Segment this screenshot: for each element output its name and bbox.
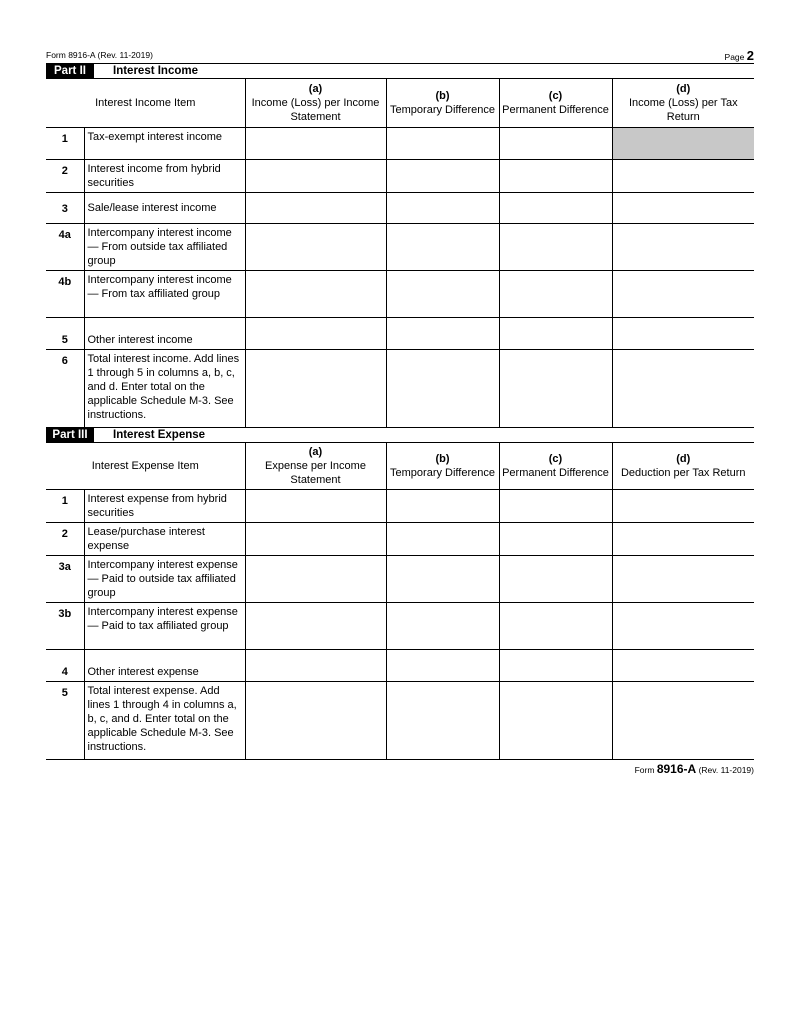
- table-row: [46, 192, 754, 223]
- entry-cell-b[interactable]: [386, 223, 499, 270]
- entry-cell-a[interactable]: [245, 349, 386, 427]
- line-number: 4: [46, 650, 84, 682]
- col-letter: (b): [435, 452, 450, 465]
- line-number: 3b: [46, 603, 84, 650]
- line-description: Tax-exempt interest income: [84, 127, 245, 159]
- footer-form-number: 8916-A: [656, 762, 697, 776]
- shaded-cell-d: [612, 127, 754, 159]
- entry-cell-b[interactable]: [386, 192, 499, 223]
- entry-cell-c[interactable]: [499, 317, 612, 349]
- entry-cell-d[interactable]: [612, 682, 754, 760]
- col-letter: (d): [676, 82, 691, 95]
- entry-cell-d[interactable]: [612, 270, 754, 317]
- col-label: Temporary Difference: [390, 466, 495, 479]
- col-letter: (a): [308, 82, 323, 95]
- form-id: Form 8916-A (Rev. 11-2019): [46, 50, 153, 60]
- part3-table: [46, 443, 754, 761]
- col-letter: (c): [548, 89, 563, 102]
- table-row: [46, 523, 754, 556]
- entry-cell-b[interactable]: [386, 159, 499, 192]
- entry-cell-a[interactable]: [245, 556, 386, 603]
- part3-col-a: [245, 443, 386, 490]
- entry-cell-b[interactable]: [386, 650, 499, 682]
- part2-header: [46, 63, 754, 79]
- col-letter: (b): [435, 89, 450, 102]
- line-description: Total interest income. Add lines 1 through 5 in columns a, b, c, and d. Enter total on the applicable Schedule M-3. See instructions.: [84, 349, 245, 427]
- line-description: Other interest expense: [84, 650, 245, 682]
- part3-col-item: Interest Expense Item: [46, 443, 245, 490]
- line-number: 1: [46, 490, 84, 523]
- entry-cell-c[interactable]: [499, 650, 612, 682]
- col-label: Temporary Difference: [390, 103, 495, 116]
- part2-col-b: [386, 79, 499, 127]
- page-number: 2: [746, 48, 754, 63]
- entry-cell-d[interactable]: [612, 317, 754, 349]
- entry-cell-a[interactable]: [245, 223, 386, 270]
- line-description: Interest expense from hybrid securities: [84, 490, 245, 523]
- part3-badge: Part III: [46, 428, 94, 442]
- entry-cell-b[interactable]: [386, 490, 499, 523]
- entry-cell-a[interactable]: [245, 523, 386, 556]
- table-row: [46, 349, 754, 427]
- line-description: Interest income from hybrid securities: [84, 159, 245, 192]
- entry-cell-a[interactable]: [245, 270, 386, 317]
- table-row: [46, 317, 754, 349]
- part2-column-headers: [46, 79, 754, 127]
- line-description: Intercompany interest expense — Paid to tax affiliated group: [84, 603, 245, 650]
- entry-cell-c[interactable]: [499, 556, 612, 603]
- entry-cell-d[interactable]: [612, 192, 754, 223]
- entry-cell-d[interactable]: [612, 490, 754, 523]
- entry-cell-a[interactable]: [245, 603, 386, 650]
- line-number: 1: [46, 127, 84, 159]
- col-label: Permanent Difference: [502, 466, 609, 479]
- entry-cell-c[interactable]: [499, 490, 612, 523]
- entry-cell-d[interactable]: [612, 603, 754, 650]
- part3-col-b: [386, 443, 499, 490]
- line-description: Intercompany interest expense — Paid to outside tax affiliated group: [84, 556, 245, 603]
- part3-col-d: [612, 443, 754, 490]
- entry-cell-c[interactable]: [499, 192, 612, 223]
- table-row: [46, 682, 754, 760]
- entry-cell-b[interactable]: [386, 556, 499, 603]
- entry-cell-a[interactable]: [245, 159, 386, 192]
- line-description: Total interest expense. Add lines 1 through 4 in columns a, b, c, and d. Enter total on the applicable Schedule M-3. See instructions.: [84, 682, 245, 760]
- part2-title: Interest Income: [113, 65, 198, 77]
- part2-col-c: [499, 79, 612, 127]
- table-row: [46, 223, 754, 270]
- part2-col-a: [245, 79, 386, 127]
- entry-cell-d[interactable]: [612, 223, 754, 270]
- table-row: [46, 650, 754, 682]
- entry-cell-a[interactable]: [245, 682, 386, 760]
- form-page: [46, 48, 754, 778]
- part2-col-d: [612, 79, 754, 127]
- entry-cell-c[interactable]: [499, 349, 612, 427]
- col-label: Expense per Income Statement: [265, 459, 366, 486]
- entry-cell-c[interactable]: [499, 127, 612, 159]
- entry-cell-c[interactable]: [499, 523, 612, 556]
- line-number: 5: [46, 682, 84, 760]
- entry-cell-a[interactable]: [245, 192, 386, 223]
- entry-cell-b[interactable]: [386, 349, 499, 427]
- page-indicator: [725, 48, 754, 63]
- entry-cell-b[interactable]: [386, 523, 499, 556]
- line-number: 3a: [46, 556, 84, 603]
- footer-form-prefix: Form: [634, 765, 655, 775]
- line-description: Lease/purchase interest expense: [84, 523, 245, 556]
- line-number: 4a: [46, 223, 84, 270]
- table-row: [46, 490, 754, 523]
- col-label: Permanent Difference: [502, 103, 609, 116]
- page-header: [46, 48, 754, 63]
- line-number: 4b: [46, 270, 84, 317]
- entry-cell-b[interactable]: [386, 682, 499, 760]
- entry-cell-d[interactable]: [612, 556, 754, 603]
- part2-table: [46, 79, 754, 428]
- line-description: Intercompany interest income — From tax affiliated group: [84, 270, 245, 317]
- table-row: [46, 270, 754, 317]
- line-number: 2: [46, 523, 84, 556]
- col-label: Income (Loss) per Income Statement: [251, 96, 380, 123]
- line-description: Other interest income: [84, 317, 245, 349]
- line-number: 6: [46, 349, 84, 427]
- entry-cell-b[interactable]: [386, 317, 499, 349]
- part3-header: [46, 428, 754, 443]
- footer-revision: (Rev. 11-2019): [698, 765, 754, 775]
- entry-cell-b[interactable]: [386, 603, 499, 650]
- entry-cell-d[interactable]: [612, 523, 754, 556]
- entry-cell-d[interactable]: [612, 159, 754, 192]
- col-label: Deduction per Tax Return: [620, 466, 746, 479]
- entry-cell-d[interactable]: [612, 650, 754, 682]
- col-label: Income (Loss) per Tax Return: [628, 96, 738, 123]
- line-description: Sale/lease interest income: [84, 192, 245, 223]
- entry-cell-a[interactable]: [245, 650, 386, 682]
- col-letter: (a): [308, 445, 323, 458]
- line-number: 5: [46, 317, 84, 349]
- page-footer: [46, 762, 754, 778]
- entry-cell-c[interactable]: [499, 682, 612, 760]
- entry-cell-c[interactable]: [499, 223, 612, 270]
- part3-title: Interest Expense: [113, 428, 206, 441]
- part2-badge: Part II: [46, 64, 94, 78]
- entry-cell-d[interactable]: [612, 349, 754, 427]
- line-number: 3: [46, 192, 84, 223]
- col-letter: (c): [548, 452, 563, 465]
- entry-cell-a[interactable]: [245, 490, 386, 523]
- entry-cell-b[interactable]: [386, 270, 499, 317]
- col-letter: (d): [676, 452, 691, 465]
- line-number: 2: [46, 159, 84, 192]
- entry-cell-c[interactable]: [499, 270, 612, 317]
- part2-col-item: Interest Income Item: [46, 79, 245, 127]
- part3-col-c: [499, 443, 612, 490]
- entry-cell-b[interactable]: [386, 127, 499, 159]
- part3-column-headers: [46, 443, 754, 490]
- table-row: [46, 159, 754, 192]
- page-label: Page: [724, 52, 745, 62]
- entry-cell-c[interactable]: [499, 603, 612, 650]
- entry-cell-a[interactable]: [245, 127, 386, 159]
- entry-cell-a[interactable]: [245, 317, 386, 349]
- table-row: [46, 127, 754, 159]
- table-row: [46, 603, 754, 650]
- entry-cell-c[interactable]: [499, 159, 612, 192]
- table-row: [46, 556, 754, 603]
- line-description: Intercompany interest income — From outside tax affiliated group: [84, 223, 245, 270]
